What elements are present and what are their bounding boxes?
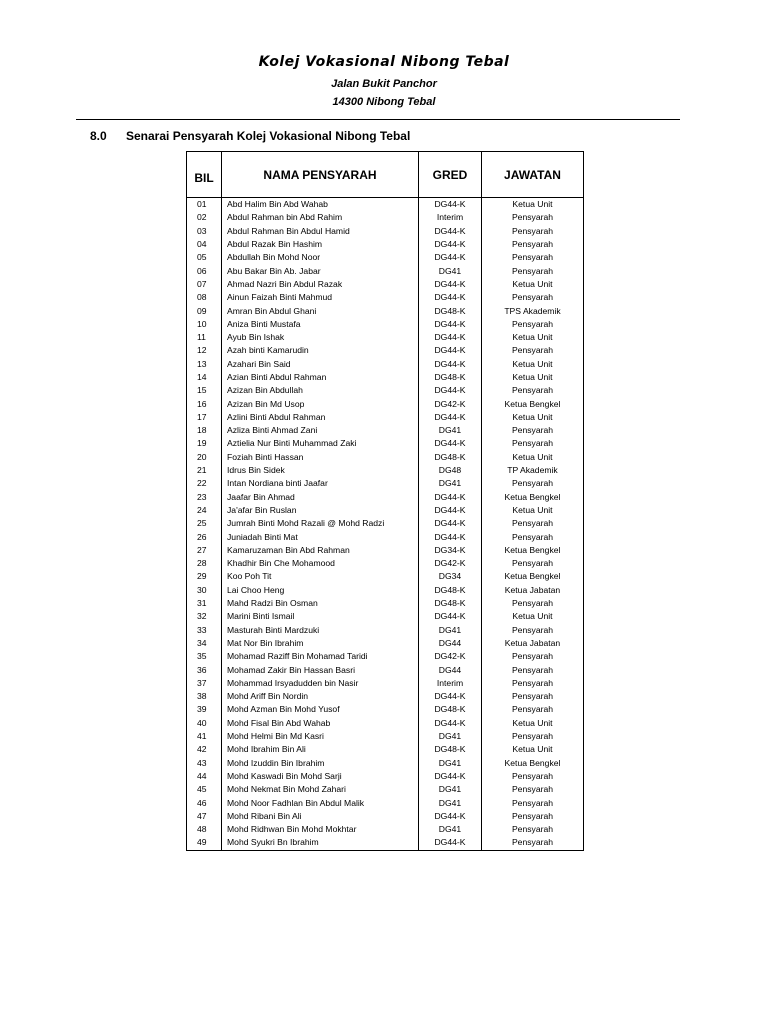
cell-jawatan: Pensyarah [482,796,584,809]
cell-nama: Abdullah Bin Mohd Noor [222,251,419,264]
cell-jawatan: Ketua Unit [482,717,584,730]
cell-jawatan: Pensyarah [482,211,584,224]
cell-nama: Mohd Noor Fadhlan Bin Abdul Malik [222,796,419,809]
table-row [187,344,584,357]
cell-jawatan: Pensyarah [482,690,584,703]
cell-gred: Interim [419,677,482,690]
cell-nama: Azizan Bin Md Usop [222,397,419,410]
cell-bil: 09 [187,304,222,317]
cell-bil: 24 [187,504,222,517]
cell-nama: Koo Poh Tit [222,570,419,583]
table-row [187,198,584,212]
cell-nama: Azliza Binti Ahmad Zani [222,424,419,437]
table-row [187,544,584,557]
cell-nama: Juniadah Binti Mat [222,530,419,543]
cell-gred: Interim [419,211,482,224]
cell-nama: Azian Binti Abdul Rahman [222,371,419,384]
cell-bil: 40 [187,717,222,730]
cell-nama: Masturah Binti Mardzuki [222,624,419,637]
cell-nama: Mohd Nekmat Bin Mohd Zahari [222,783,419,796]
table-row [187,570,584,583]
table-row [187,451,584,464]
cell-gred: DG44-K [419,344,482,357]
cell-nama: Ahmad Nazri Bin Abdul Razak [222,278,419,291]
table-row [187,397,584,410]
cell-gred: DG41 [419,624,482,637]
cell-jawatan: Pensyarah [482,730,584,743]
table-row [187,770,584,783]
cell-bil: 12 [187,344,222,357]
cell-nama: Aniza Binti Mustafa [222,318,419,331]
table-row [187,530,584,543]
cell-nama: Abdul Rahman Bin Abdul Hamid [222,225,419,238]
cell-jawatan: Pensyarah [482,557,584,570]
cell-bil: 25 [187,517,222,530]
cell-bil: 27 [187,544,222,557]
cell-jawatan: Pensyarah [482,770,584,783]
cell-nama: Intan Nordiana binti Jaafar [222,477,419,490]
cell-bil: 06 [187,264,222,277]
cell-jawatan: Ketua Unit [482,451,584,464]
page-title: Kolej Vokasional Nibong Tebal [258,54,510,70]
cell-bil: 32 [187,610,222,623]
cell-gred: DG41 [419,796,482,809]
cell-gred: DG44-K [419,291,482,304]
section-number: 8.0 [90,129,107,143]
cell-gred: DG44-K [419,331,482,344]
cell-jawatan: Pensyarah [482,477,584,490]
table-body [187,198,584,851]
cell-nama: Mohd Ribani Bin Ali [222,810,419,823]
cell-nama: Ainun Faizah Binti Mahmud [222,291,419,304]
cell-nama: Aztielia Nur Binti Muhammad Zaki [222,437,419,450]
cell-jawatan: Ketua Unit [482,358,584,371]
cell-bil: 37 [187,677,222,690]
cell-gred: DG42-K [419,557,482,570]
cell-gred: DG44-K [419,530,482,543]
cell-bil: 49 [187,836,222,850]
cell-gred: DG41 [419,477,482,490]
cell-nama: Abd Halim Bin Abd Wahab [222,198,419,212]
cell-gred: DG44-K [419,318,482,331]
table-row [187,477,584,490]
cell-jawatan: Pensyarah [482,264,584,277]
cell-gred: DG48-K [419,371,482,384]
table-row [187,251,584,264]
cell-nama: Mohd Ibrahim Bin Ali [222,743,419,756]
cell-nama: Idrus Bin Sidek [222,464,419,477]
table-row [187,424,584,437]
cell-nama: Kamaruzaman Bin Abd Rahman [222,544,419,557]
cell-bil: 17 [187,411,222,424]
cell-bil: 01 [187,198,222,212]
cell-bil: 08 [187,291,222,304]
cell-nama: Amran Bin Abdul Ghani [222,304,419,317]
table-row [187,491,584,504]
cell-bil: 18 [187,424,222,437]
cell-jawatan: Ketua Unit [482,371,584,384]
cell-bil: 41 [187,730,222,743]
cell-gred: DG42-K [419,650,482,663]
table-header-row [187,152,584,198]
cell-jawatan: Ketua Bengkel [482,491,584,504]
cell-nama: Ja'afar Bin Ruslan [222,504,419,517]
cell-jawatan: Pensyarah [482,810,584,823]
cell-bil: 47 [187,810,222,823]
cell-jawatan: Pensyarah [482,344,584,357]
cell-bil: 14 [187,371,222,384]
cell-jawatan: Pensyarah [482,318,584,331]
cell-gred: DG41 [419,823,482,836]
cell-jawatan: Ketua Unit [482,331,584,344]
table-row [187,836,584,850]
cell-nama: Azah binti Kamarudin [222,344,419,357]
table-row [187,504,584,517]
cell-nama: Lai Choo Heng [222,584,419,597]
table-row [187,331,584,344]
cell-nama: Abdul Razak Bin Hashim [222,238,419,251]
cell-gred: DG44-K [419,717,482,730]
cell-jawatan: Pensyarah [482,225,584,238]
cell-nama: Mahd Radzi Bin Osman [222,597,419,610]
cell-jawatan: Pensyarah [482,517,584,530]
table-row [187,411,584,424]
cell-bil: 33 [187,624,222,637]
cell-gred: DG48-K [419,597,482,610]
cell-nama: Abu Bakar Bin Ab. Jabar [222,264,419,277]
table-row [187,690,584,703]
table-row [187,238,584,251]
cell-gred: DG44-K [419,411,482,424]
cell-bil: 30 [187,584,222,597]
table-row [187,557,584,570]
table-row [187,464,584,477]
cell-gred: DG41 [419,264,482,277]
cell-nama: Ayub Bin Ishak [222,331,419,344]
header-divider [76,119,680,120]
cell-bil: 34 [187,637,222,650]
table-row [187,677,584,690]
table-row [187,650,584,663]
cell-nama: Abdul Rahman bin Abd Rahim [222,211,419,224]
address-line-1: Jalan Bukit Panchor [331,78,437,90]
cell-bil: 02 [187,211,222,224]
cell-bil: 19 [187,437,222,450]
cell-jawatan: Pensyarah [482,650,584,663]
cell-bil: 03 [187,225,222,238]
table-row [187,358,584,371]
cell-bil: 48 [187,823,222,836]
cell-gred: DG44-K [419,225,482,238]
cell-bil: 15 [187,384,222,397]
cell-jawatan: Ketua Jabatan [482,637,584,650]
table-row [187,717,584,730]
cell-bil: 04 [187,238,222,251]
cell-nama: Marini Binti Ismail [222,610,419,623]
cell-nama: Azlini Binti Abdul Rahman [222,411,419,424]
cell-gred: DG44 [419,637,482,650]
cell-bil: 20 [187,451,222,464]
cell-gred: DG44-K [419,251,482,264]
cell-bil: 16 [187,397,222,410]
cell-jawatan: Ketua Unit [482,743,584,756]
section-heading [90,129,410,143]
cell-gred: DG41 [419,756,482,769]
cell-jawatan: Pensyarah [482,823,584,836]
cell-bil: 13 [187,358,222,371]
table-row [187,703,584,716]
cell-gred: DG44-K [419,238,482,251]
cell-jawatan: Ketua Bengkel [482,756,584,769]
table-row [187,517,584,530]
table-row [187,225,584,238]
cell-nama: Khadhir Bin Che Mohamood [222,557,419,570]
cell-bil: 21 [187,464,222,477]
cell-bil: 29 [187,570,222,583]
cell-nama: Mohd Kaswadi Bin Mohd Sarji [222,770,419,783]
cell-jawatan: Ketua Jabatan [482,584,584,597]
cell-gred: DG44 [419,663,482,676]
cell-bil: 43 [187,756,222,769]
cell-nama: Mat Nor Bin Ibrahim [222,637,419,650]
table-row [187,211,584,224]
cell-jawatan: Pensyarah [482,677,584,690]
cell-nama: Mohd Ariff Bin Nordin [222,690,419,703]
cell-jawatan: Pensyarah [482,530,584,543]
cell-jawatan: Pensyarah [482,663,584,676]
cell-nama: Mohd Helmi Bin Md Kasri [222,730,419,743]
cell-bil: 35 [187,650,222,663]
cell-gred: DG44-K [419,610,482,623]
cell-gred: DG42-K [419,397,482,410]
cell-bil: 31 [187,597,222,610]
column-header-jawatan: JAWATAN [482,152,584,198]
column-header-bil: BIL [187,152,222,198]
table-row [187,810,584,823]
cell-gred: DG44-K [419,770,482,783]
cell-jawatan: Pensyarah [482,703,584,716]
table-row [187,584,584,597]
cell-bil: 44 [187,770,222,783]
table-row [187,730,584,743]
cell-jawatan: Ketua Bengkel [482,570,584,583]
cell-jawatan: TPS Akademik [482,304,584,317]
cell-gred: DG44-K [419,384,482,397]
table-row [187,663,584,676]
cell-nama: Mohd Izuddin Bin Ibrahim [222,756,419,769]
table-row [187,304,584,317]
cell-nama: Mohd Azman Bin Mohd Yusof [222,703,419,716]
cell-gred: DG34-K [419,544,482,557]
cell-jawatan: Ketua Unit [482,411,584,424]
cell-nama: Jumrah Binti Mohd Razali @ Mohd Radzi [222,517,419,530]
cell-nama: Mohamad Zakir Bin Hassan Basri [222,663,419,676]
cell-nama: Azahari Bin Said [222,358,419,371]
cell-bil: 05 [187,251,222,264]
cell-bil: 10 [187,318,222,331]
cell-jawatan: Ketua Unit [482,198,584,212]
cell-nama: Foziah Binti Hassan [222,451,419,464]
cell-gred: DG44-K [419,810,482,823]
cell-jawatan: Ketua Bengkel [482,397,584,410]
cell-gred: DG48-K [419,743,482,756]
cell-bil: 45 [187,783,222,796]
table-row [187,384,584,397]
cell-jawatan: Ketua Unit [482,504,584,517]
cell-bil: 23 [187,491,222,504]
table-row [187,291,584,304]
table-row [187,610,584,623]
table-row [187,743,584,756]
cell-nama: Mohamad Raziff Bin Mohamad Taridi [222,650,419,663]
cell-bil: 46 [187,796,222,809]
cell-nama: Jaafar Bin Ahmad [222,491,419,504]
cell-nama: Mohammad Irsyadudden bin Nasir [222,677,419,690]
table-row [187,318,584,331]
cell-jawatan: Pensyarah [482,251,584,264]
cell-gred: DG48-K [419,703,482,716]
table-row [187,371,584,384]
cell-gred: DG44-K [419,437,482,450]
cell-bil: 22 [187,477,222,490]
cell-gred: DG41 [419,783,482,796]
cell-gred: DG44-K [419,690,482,703]
cell-jawatan: Pensyarah [482,384,584,397]
cell-nama: Mohd Syukri Bn Ibrahim [222,836,419,850]
table-row [187,756,584,769]
cell-jawatan: Ketua Bengkel [482,544,584,557]
cell-gred: DG44-K [419,836,482,850]
table-row [187,597,584,610]
cell-gred: DG44-K [419,491,482,504]
cell-nama: Mohd Fisal Bin Abd Wahab [222,717,419,730]
cell-bil: 26 [187,530,222,543]
cell-gred: DG44-K [419,198,482,212]
cell-bil: 36 [187,663,222,676]
cell-jawatan: Pensyarah [482,783,584,796]
cell-jawatan: Pensyarah [482,624,584,637]
cell-jawatan: Pensyarah [482,836,584,850]
cell-gred: DG48-K [419,584,482,597]
table-row [187,624,584,637]
cell-gred: DG41 [419,730,482,743]
table-row [187,783,584,796]
cell-bil: 39 [187,703,222,716]
lecturer-table [186,151,584,851]
cell-jawatan: TP Akademik [482,464,584,477]
address-line-2: 14300 Nibong Tebal [332,96,436,108]
column-header-nama: NAMA PENSYARAH [222,152,419,198]
cell-gred: DG44-K [419,504,482,517]
cell-gred: DG48-K [419,304,482,317]
cell-gred: DG41 [419,424,482,437]
table-row [187,796,584,809]
cell-bil: 42 [187,743,222,756]
cell-gred: DG44-K [419,517,482,530]
cell-bil: 38 [187,690,222,703]
cell-gred: DG48 [419,464,482,477]
table-row [187,278,584,291]
cell-bil: 28 [187,557,222,570]
cell-bil: 07 [187,278,222,291]
cell-jawatan: Pensyarah [482,424,584,437]
cell-jawatan: Ketua Unit [482,610,584,623]
cell-jawatan: Ketua Unit [482,278,584,291]
cell-jawatan: Pensyarah [482,437,584,450]
table-row [187,437,584,450]
cell-jawatan: Pensyarah [482,238,584,251]
cell-jawatan: Pensyarah [482,597,584,610]
table-row [187,264,584,277]
cell-gred: DG44-K [419,358,482,371]
cell-nama: Mohd Ridhwan Bin Mohd Mokhtar [222,823,419,836]
cell-gred: DG44-K [419,278,482,291]
cell-bil: 11 [187,331,222,344]
cell-gred: DG48-K [419,451,482,464]
cell-jawatan: Pensyarah [482,291,584,304]
cell-gred: DG34 [419,570,482,583]
table-row [187,637,584,650]
section-title: Senarai Pensyarah Kolej Vokasional Nibong Tebal [126,129,411,143]
cell-nama: Azizan Bin Abdullah [222,384,419,397]
column-header-gred: GRED [419,152,482,198]
table-row [187,823,584,836]
